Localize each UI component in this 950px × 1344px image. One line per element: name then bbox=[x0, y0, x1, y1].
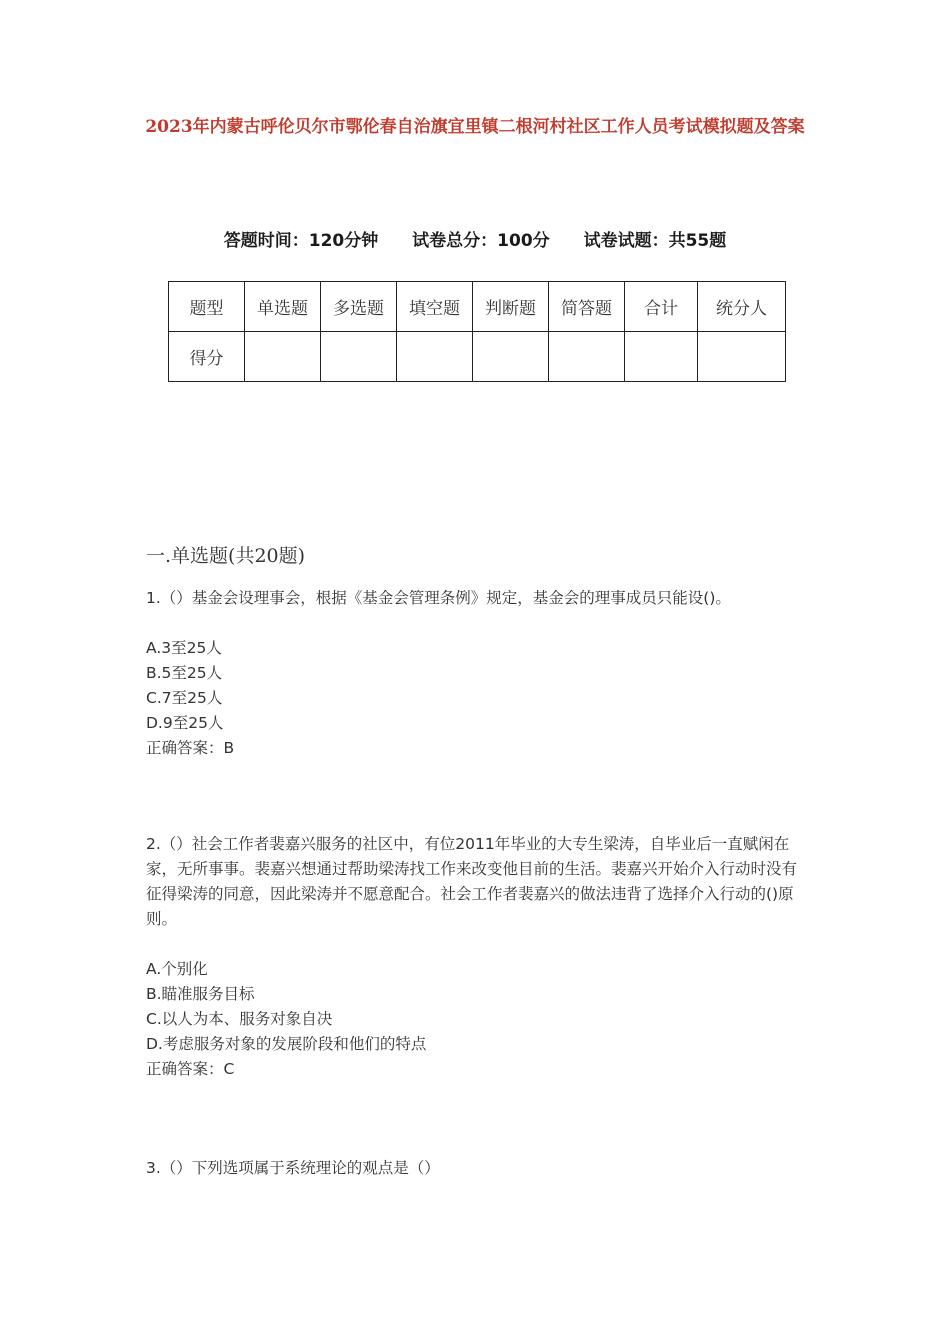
score-cell bbox=[473, 332, 549, 382]
score-table-score-row bbox=[169, 332, 786, 382]
correct-answer: 正确答案：C bbox=[146, 1060, 235, 1078]
score-header-cell: 统分人 bbox=[698, 282, 786, 332]
section-heading: 一.单选题(共20题) bbox=[146, 545, 306, 567]
question-option: C.7至25人 bbox=[146, 689, 223, 707]
exam-total-score: 试卷总分：100分 bbox=[412, 231, 550, 251]
score-table-header-row bbox=[169, 282, 786, 332]
score-table bbox=[168, 281, 786, 382]
question-stem: 2.（）社会工作者裴嘉兴服务的社区中，有位2011年毕业的大专生梁涛，自毕业后一直赋闲在家，无所事事。裴嘉兴想通过帮助梁涛找工作来改变他目前的生活。裴嘉兴开始介入行动时没有征得梁涛的同意，因此梁涛并不愿意配合。社会工作者裴嘉兴的做法违背了选择介入行动的()原则。 bbox=[146, 835, 798, 928]
score-header-cell: 合计 bbox=[625, 282, 698, 332]
question-option: D.考虑服务对象的发展阶段和他们的特点 bbox=[146, 1035, 427, 1053]
score-cell bbox=[625, 332, 698, 382]
score-header-cell: 多选题 bbox=[321, 282, 397, 332]
question-3 bbox=[146, 1156, 811, 1181]
question-1 bbox=[146, 586, 811, 761]
question-stem: 3.（）下列选项属于系统理论的观点是（） bbox=[146, 1159, 440, 1177]
score-header-cell: 简答题 bbox=[549, 282, 625, 332]
score-cell bbox=[321, 332, 397, 382]
exam-meta bbox=[0, 226, 950, 251]
score-row-label: 得分 bbox=[169, 332, 245, 382]
score-cell bbox=[397, 332, 473, 382]
exam-time: 答题时间：120分钟 bbox=[223, 231, 379, 251]
score-header-cell: 判断题 bbox=[473, 282, 549, 332]
question-option: A.个别化 bbox=[146, 960, 208, 978]
question-2 bbox=[146, 832, 811, 1082]
score-cell bbox=[698, 332, 786, 382]
question-stem: 1.（）基金会设理事会，根据《基金会管理条例》规定，基金会的理事成员只能设()。 bbox=[146, 589, 731, 607]
score-cell bbox=[245, 332, 321, 382]
score-header-cell: 题型 bbox=[169, 282, 245, 332]
question-option: B.5至25人 bbox=[146, 664, 223, 682]
exam-question-count: 试卷试题：共55题 bbox=[583, 231, 727, 251]
score-cell bbox=[549, 332, 625, 382]
score-header-cell: 单选题 bbox=[245, 282, 321, 332]
score-header-cell: 填空题 bbox=[397, 282, 473, 332]
document-title: 2023年内蒙古呼伦贝尔市鄂伦春自治旗宜里镇二根河村社区工作人员考试模拟题及答案 bbox=[145, 117, 805, 137]
correct-answer: 正确答案：B bbox=[146, 739, 235, 757]
question-option: B.瞄准服务目标 bbox=[146, 985, 255, 1003]
question-option: C.以人为本、服务对象自决 bbox=[146, 1010, 333, 1028]
question-option: A.3至25人 bbox=[146, 639, 222, 657]
question-option: D.9至25人 bbox=[146, 714, 224, 732]
